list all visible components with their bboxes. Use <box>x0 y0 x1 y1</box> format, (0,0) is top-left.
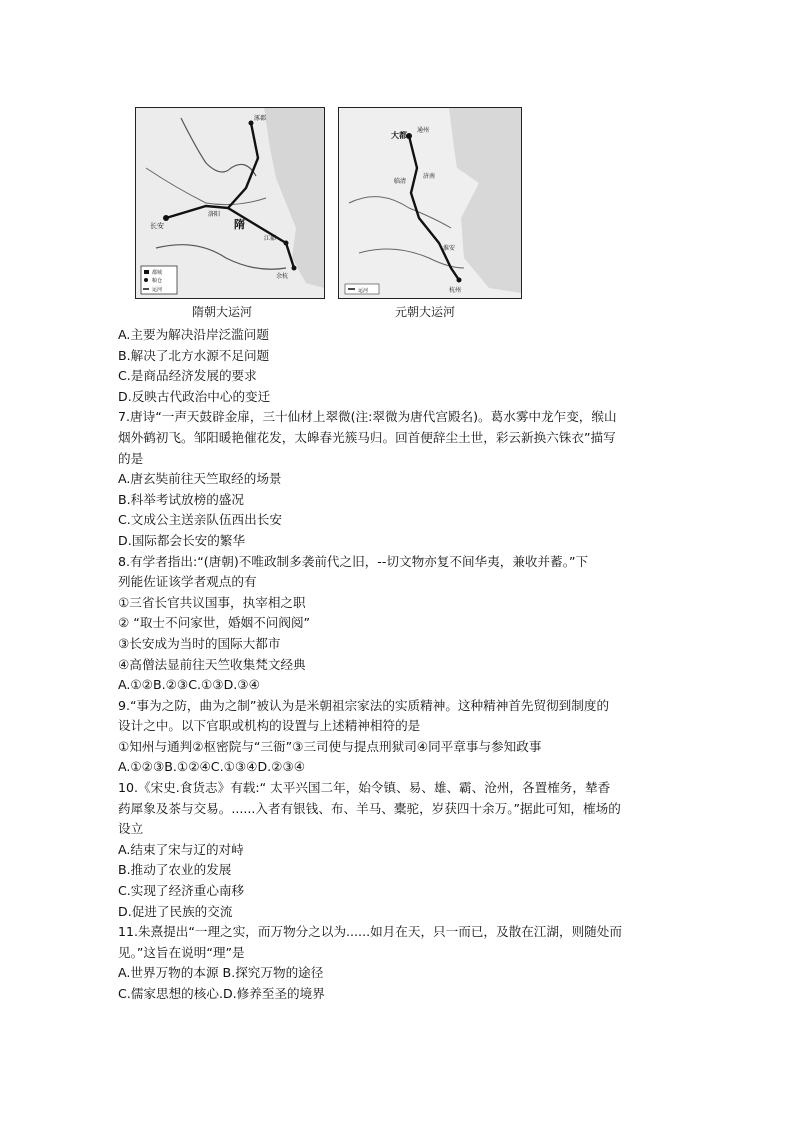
q9-items: ①知州与通判②枢密院与“三衙”③三司使与提点刑狱司④同平章事与参知政事 <box>118 738 542 754</box>
yuan-canal-caption: 元朝大运河 <box>395 305 456 319</box>
q7-option-b: B.科举考试放榜的盛况 <box>118 491 244 507</box>
q10-stem-line-3: 设立 <box>118 821 144 837</box>
label-jiangdu: 江都 <box>264 235 277 242</box>
q9-options: A.①②③B.①②④C.①③④D.②③④ <box>118 759 306 775</box>
q11-options-line-2: C.儒家思想的核心.D.修养至圣的境界 <box>118 986 325 1001</box>
q8-item-4: ④高僧法显前往天竺收集梵文经典 <box>118 656 306 672</box>
legend-capital: 都城 <box>152 270 163 276</box>
legend-canal: 运河 <box>152 287 163 293</box>
q8-item-3: ③长安成为当时的国际大都市 <box>118 635 281 651</box>
q10-option-b: B.推动了农业的发展 <box>118 862 232 878</box>
q7-option-c: C.文成公主送亲队伍西出长安 <box>118 512 282 528</box>
q10-stem-line-2: 药犀象及茶与交易。......入者有银钱、布、羊马、橐驼，岁获四十余万。”据此可知，榷场的 <box>118 800 621 816</box>
sui-canal-caption: 隋朝大运河 <box>192 305 253 319</box>
label-jinan: 济南 <box>423 173 436 180</box>
q10-stem-line-1: 10.《宋史.食货志》有载:“ 太平兴国二年，始令镇、易、雄、霸、沧州，各置榷务，辇香 <box>118 780 611 796</box>
q11-options-line-1: A.世界万物的本源 B.探究万物的途径 <box>118 965 324 981</box>
label-changan: 长安 <box>150 222 164 230</box>
label-sui: 隋 <box>234 218 245 231</box>
q10-option-c: C.实现了经济重心南移 <box>118 883 245 899</box>
q10-option-a: A.结束了宋与辽的对峙 <box>118 841 244 857</box>
q7-stem-line-1: 7.唐诗“一声天鼓辟金扉，三十仙材上翠微(注:翠微为唐代宫殿名)。葛水雾中龙乍变，缑山 <box>118 409 617 425</box>
q7-option-a: A.唐玄奘前往天竺取经的场景 <box>118 471 282 487</box>
label-luoyang: 洛阳 <box>208 211 221 218</box>
label-tongzhou: 通州 <box>417 127 430 134</box>
q8-stem-line-1: 8.有学者指出:“(唐朝)不唯政制多袭前代之旧，--切文物亦复不间华夷，兼收并蓄。”下 <box>118 553 589 569</box>
q6-option-a: A.主要为解决沿岸泛滥问题 <box>118 327 269 342</box>
label-dadu: 大都 <box>391 131 407 140</box>
legend-canal-yuan: 运河 <box>358 288 369 294</box>
q8-stem-line-2: 列能佐证该学者观点的有 <box>118 574 257 590</box>
sui-canal-map-drawing <box>136 108 324 298</box>
sui-canal-map <box>135 107 325 299</box>
q7-stem-line-2: 烟外鹤初飞。邹阳暖艳催花发，太皞春光簇马归。回首便辞尘土世，彩云新换六铢衣”描写 <box>118 429 616 445</box>
q10-option-d: D.促进了民族的交流 <box>118 903 233 919</box>
legend-granary: 粮仓 <box>152 278 163 284</box>
q6-option-d: D.反映古代政治中心的变迁 <box>118 388 271 404</box>
q7-stem-line-3: 的是 <box>118 450 144 466</box>
q7-option-d: D.国际都会长安的繁华 <box>118 532 246 548</box>
q9-stem-line-2: 设计之中。以下官职或机构的设置与上述精神相符的是 <box>118 718 421 734</box>
q6-option-b: B.解决了北方水源不足问题 <box>118 347 270 363</box>
yuan-canal-map <box>338 107 522 299</box>
label-hangzhou: 杭州 <box>449 287 462 294</box>
question-content <box>118 325 680 1005</box>
yuan-canal-map-drawing <box>339 108 521 298</box>
q9-stem-line-1: 9.“事为之防，曲为之制”被认为是米朝祖宗家法的实质精神。这种精神首先贸彻到制度的 <box>118 697 610 713</box>
label-zhuojun: 涿郡 <box>254 115 267 122</box>
label-huaian: 淮安 <box>443 245 456 252</box>
q8-item-1: ①三省长官共议国事，执宰相之职 <box>118 594 306 610</box>
q11-stem-line-2: 见。”这旨在说明“理”是 <box>118 944 245 960</box>
q8-item-2: ② “取士不问家世，婚姻不问阀阅” <box>118 615 311 631</box>
q6-option-c: C.是商品经济发展的要求 <box>118 368 257 384</box>
label-linqing: 临清 <box>394 178 407 185</box>
q11-stem-line-1: 11.朱熹提出“一理之实，而万物分之以为......如月在天，只一而已，及散在江湖，则随处而 <box>118 924 622 940</box>
label-yuhang: 余杭 <box>276 273 289 280</box>
q8-options: A.①②B.②③C.①③D.③④ <box>118 677 260 693</box>
